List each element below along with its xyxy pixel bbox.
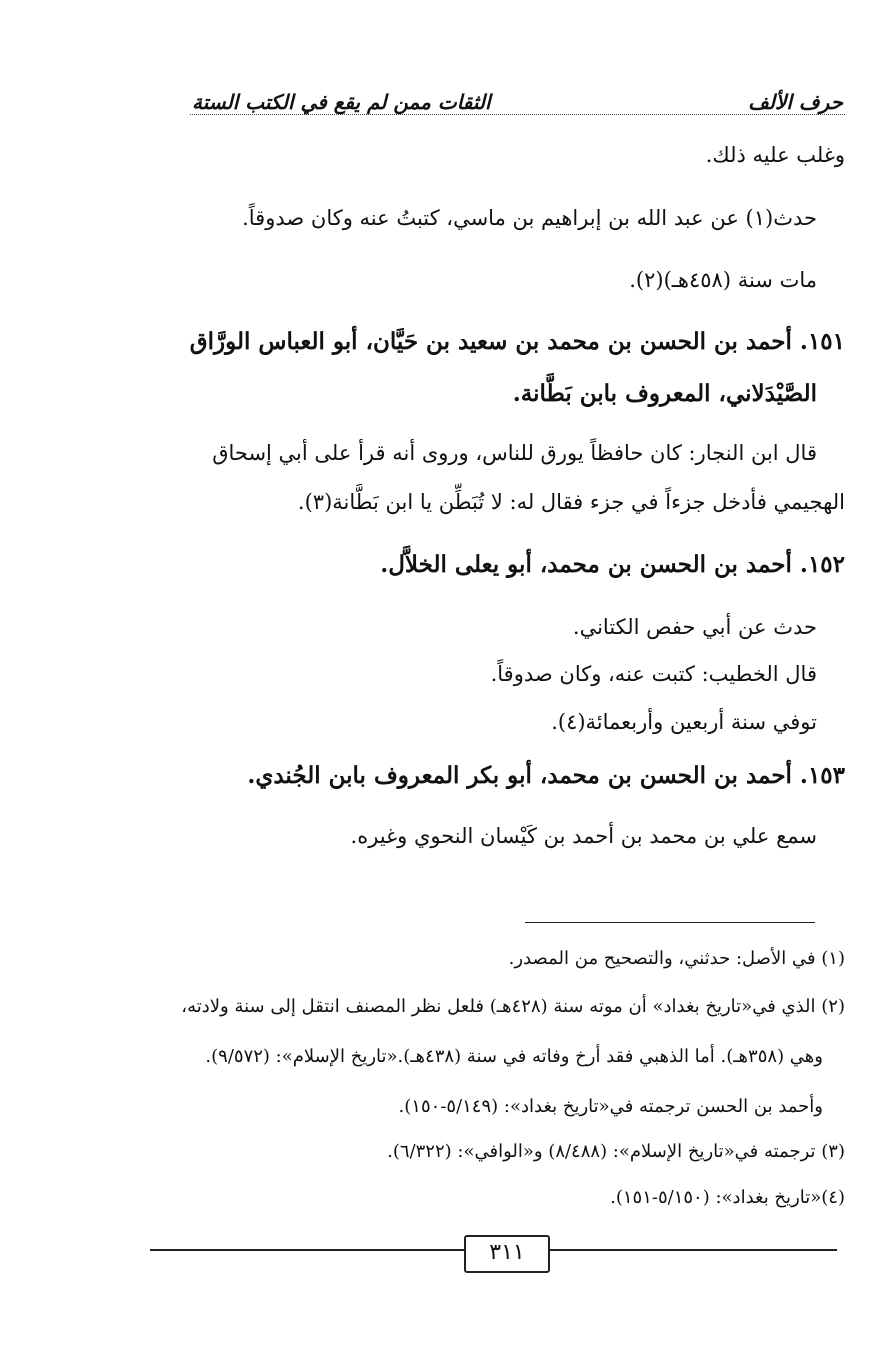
header-book-title: الثقات ممن لم يقع في الكتب الستة (192, 90, 491, 114)
footnote: (١) في الأصل: حدثني، والتصحيح من المصدر. (508, 948, 845, 969)
body-line: حدث(١) عن عبد الله بن إبراهيم بن ماسي، كتبتُ عنه وكان صدوقاً. (242, 206, 817, 230)
body-line: سمع علي بن محمد بن أحمد بن كَيْسان النحوي وغيره. (350, 824, 817, 848)
entry-152-heading: ١٥٢. أحمد بن الحسن بن محمد، أبو يعلى الخلاَّل. (380, 551, 845, 578)
entry-151-heading: ١٥١. أحمد بن الحسن بن محمد بن سعيد بن حَيَّان، أبو العباس الورَّاق (189, 328, 845, 355)
body-line: حدث عن أبي حفص الكتاني. (572, 615, 817, 639)
footnote: (٤)«تاريخ بغداد»: (٥/١٥٠-١٥١). (610, 1187, 845, 1208)
running-header (190, 78, 845, 115)
body-line: وغلب عليه ذلك. (705, 143, 845, 167)
footnote-cont: وأحمد بن الحسن ترجمته في«تاريخ بغداد»: (٥/١٤٩-١٥٠). (398, 1096, 823, 1117)
entry-153-heading: ١٥٣. أحمد بن الحسن بن محمد، أبو بكر المعروف بابن الجُندي. (247, 762, 845, 789)
body-line: قال الخطيب: كتبت عنه، وكان صدوقاً. (490, 662, 817, 686)
footnote: (٣) ترجمته في«تاريخ الإسلام»: (٨/٤٨٨) و«الوافي»: (٦/٣٢٢). (387, 1141, 845, 1162)
body-line: الهجيمي فأدخل جزءاً في جزء فقال له: لا تُبَطِّن يا ابن بَطَّانة(٣). (297, 490, 845, 514)
footnote-cont: وهي (٣٥٨هـ). أما الذهبي فقد أرخ وفاته في سنة (٤٣٨هـ).«تاريخ الإسلام»: (٩/٥٧٢). (205, 1046, 823, 1067)
entry-151-heading-cont: الصَّيْدَلاني، المعروف بابن بَطَّانة. (512, 380, 817, 407)
body-line: قال ابن النجار: كان حافظاً يورق للناس، وروى أنه قرأ على أبي إسحاق (212, 441, 817, 465)
footnote: (٢) الذي في«تاريخ بغداد» أن موته سنة (٤٢٨هـ) فلعل نظر المصنف انتقل إلى سنة ولادته، (181, 996, 845, 1017)
body-line: توفي سنة أربعين وأربعمائة(٤). (551, 710, 817, 734)
footnote-separator (525, 922, 815, 923)
page-number: ٣١١ (464, 1235, 550, 1273)
body-line: مات سنة (٤٥٨هـ)(٢). (629, 268, 817, 292)
header-chapter: حرف الألف (748, 90, 843, 114)
